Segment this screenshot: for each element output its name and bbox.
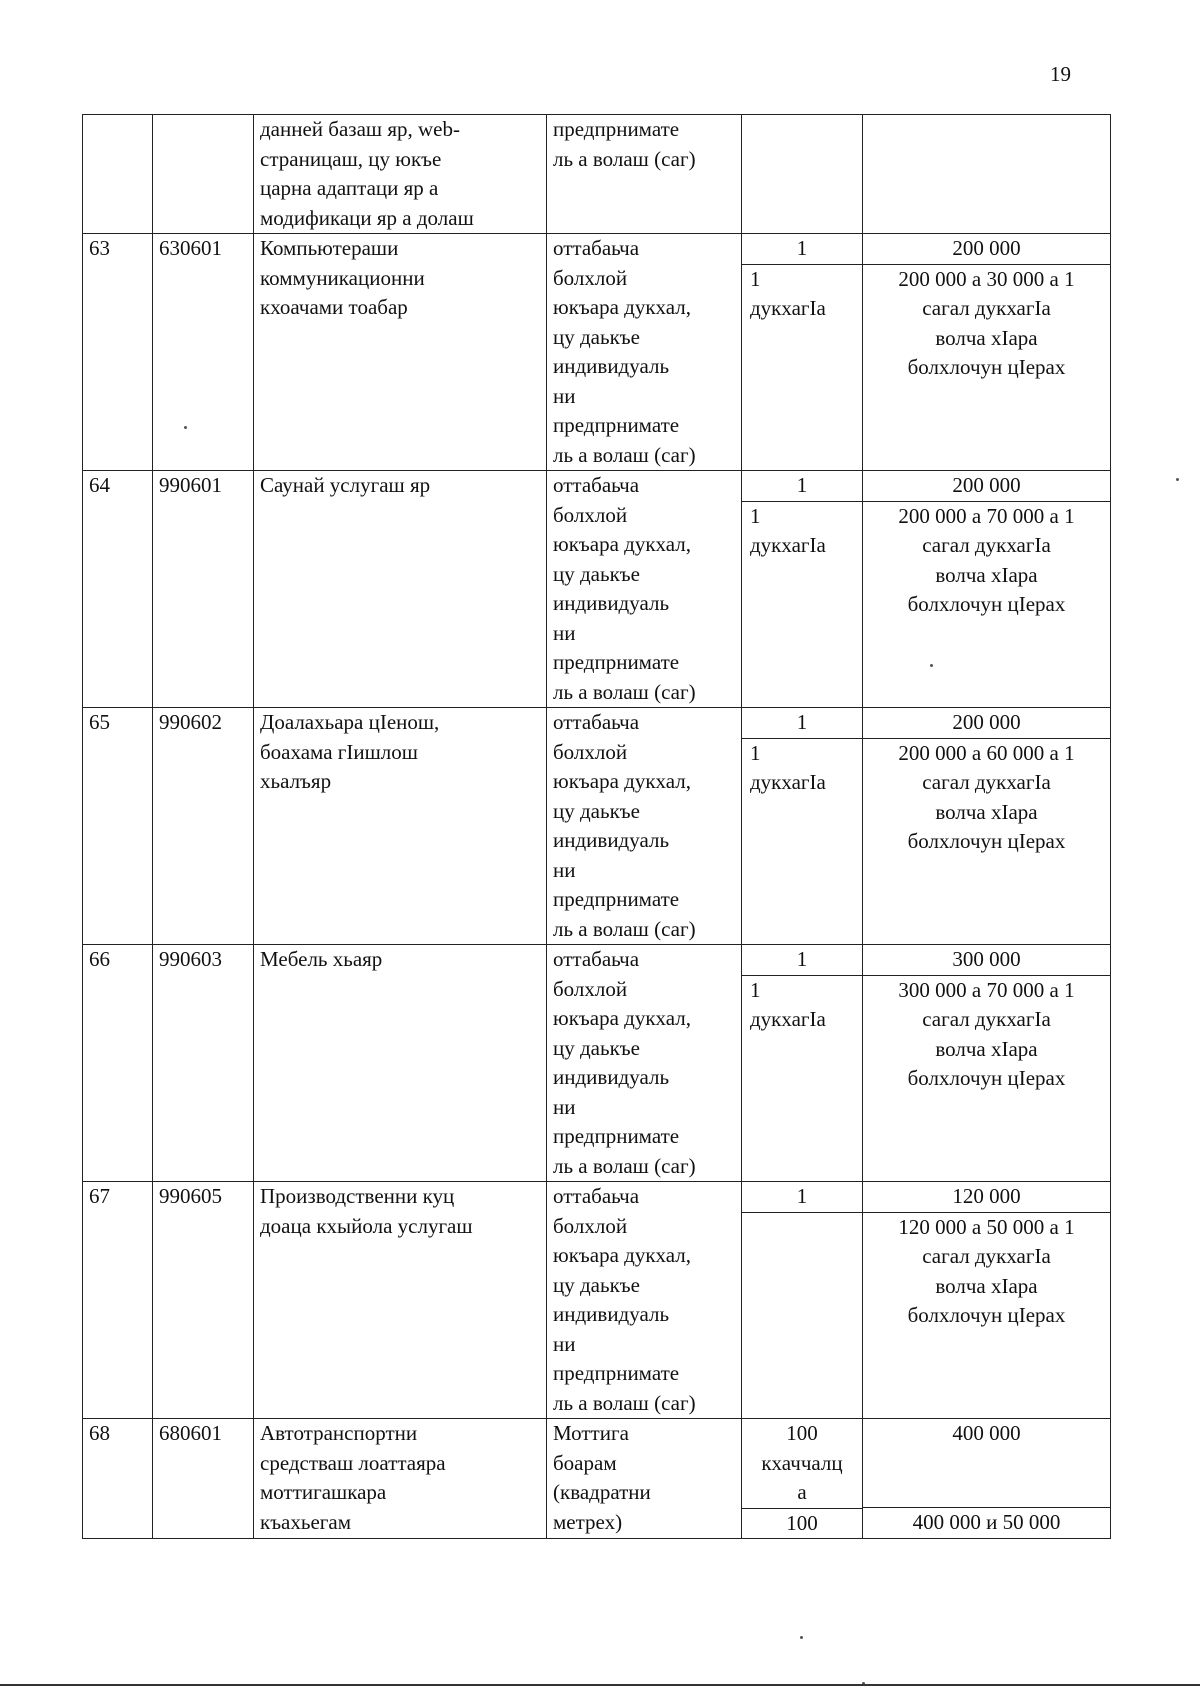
rate-cell: 120 000 120 000 а 50 000 а 1 сагал дукхагIа волча хIара болхлочун цIерах <box>863 1182 1111 1419</box>
scan-edge-line <box>0 1684 1200 1686</box>
scan-speck <box>1176 478 1179 481</box>
table-row <box>83 945 1111 1182</box>
rate-cell: 200 000 200 000 а 30 000 а 1 сагал дукхагIа волча хIара болхлочун цIерах <box>863 234 1111 471</box>
row-number: 65 <box>83 708 153 945</box>
row-code: 680601 <box>153 1419 254 1539</box>
page-number: 19 <box>1050 62 1071 86</box>
activity-cell: Саунай услугаш яр <box>254 471 547 708</box>
table-row <box>83 1182 1111 1419</box>
activity-cell: Мебель хьаяр <box>254 945 547 1182</box>
rate-cell <box>863 115 1111 234</box>
scan-speck <box>930 664 933 667</box>
activity-cell: Доалахьара цIенош, боахама гIишлош хьалъяр <box>254 708 547 945</box>
basis-cell: оттабаьча болхлой юкъара дукхал, цу даькъе индивидуаль ни предпрнимате ль а волаш (саг) <box>547 1182 742 1419</box>
rate-cell: 400 000 400 000 и 50 000 <box>863 1419 1111 1539</box>
row-code: 630601 <box>153 234 254 471</box>
basis-cell: Моттига боарам (квадратни метрех) <box>547 1419 742 1539</box>
row-number: 63 <box>83 234 153 471</box>
row-code: 990605 <box>153 1182 254 1419</box>
unit-cell: 1 1 дукхагIа <box>742 945 863 1182</box>
code-cell <box>153 115 254 234</box>
basis-cell: оттабаьча болхлой юкъара дукхал, цу даькъе индивидуаль ни предпрнимате ль а волаш (саг) <box>547 708 742 945</box>
basis-cell: оттабаьча болхлой юкъара дукхал, цу даькъе индивидуаль ни предпрнимате ль а волаш (саг) <box>547 234 742 471</box>
unit-cell: 1 1 дукхагIа <box>742 234 863 471</box>
row-code: 990603 <box>153 945 254 1182</box>
basis-cell: оттабаьча болхлой юкъара дукхал, цу даькъе индивидуаль ни предпрнимате ль а волаш (саг) <box>547 945 742 1182</box>
unit-cell: 100 кхаччалц а 100 <box>742 1419 863 1539</box>
unit-cell: 1 1 дукхагIа <box>742 471 863 708</box>
row-number: 67 <box>83 1182 153 1419</box>
unit-cell: 1 <box>742 1182 863 1419</box>
unit-cell: 1 1 дукхагIа <box>742 708 863 945</box>
table-row <box>83 234 1111 471</box>
table-row <box>83 708 1111 945</box>
rate-cell: 300 000 300 000 а 70 000 а 1 сагал дукхагIа волча хIара болхлочун цIерах <box>863 945 1111 1182</box>
scan-speck <box>800 1636 803 1639</box>
row-code: 990601 <box>153 471 254 708</box>
continuation-row <box>83 115 1111 234</box>
row-number: 68 <box>83 1419 153 1539</box>
row-code: 990602 <box>153 708 254 945</box>
rate-cell: 200 000 200 000 а 70 000 а 1 сагал дукхагIа волча хIара болхлочун цIерах <box>863 471 1111 708</box>
activity-cell: Автотранспортни средстваш лоаттаяра моттигашкара къахьегам <box>254 1419 547 1539</box>
activity-cell: данней базаш яр, web- страницаш, цу юкъе царна адаптаци яр а модификаци яр а долаш <box>254 115 547 234</box>
tariff-table <box>82 114 1111 1539</box>
basis-cell: оттабаьча болхлой юкъара дукхал, цу даькъе индивидуаль ни предпрнимате ль а волаш (саг) <box>547 471 742 708</box>
basis-cell: предпрнимате ль а волаш (саг) <box>547 115 742 234</box>
scan-speck <box>184 426 187 429</box>
rate-cell: 200 000 200 000 а 60 000 а 1 сагал дукхагIа волча хIара болхлочун цIерах <box>863 708 1111 945</box>
activity-cell: Компьютераши коммуникационни кхоачами тоабар <box>254 234 547 471</box>
row-number: 64 <box>83 471 153 708</box>
activity-cell: Производственни куц доаца кхыйола услугаш <box>254 1182 547 1419</box>
row-number: 66 <box>83 945 153 1182</box>
unit-cell <box>742 115 863 234</box>
table-row <box>83 1419 1111 1539</box>
num-cell <box>83 115 153 234</box>
table-row <box>83 471 1111 708</box>
